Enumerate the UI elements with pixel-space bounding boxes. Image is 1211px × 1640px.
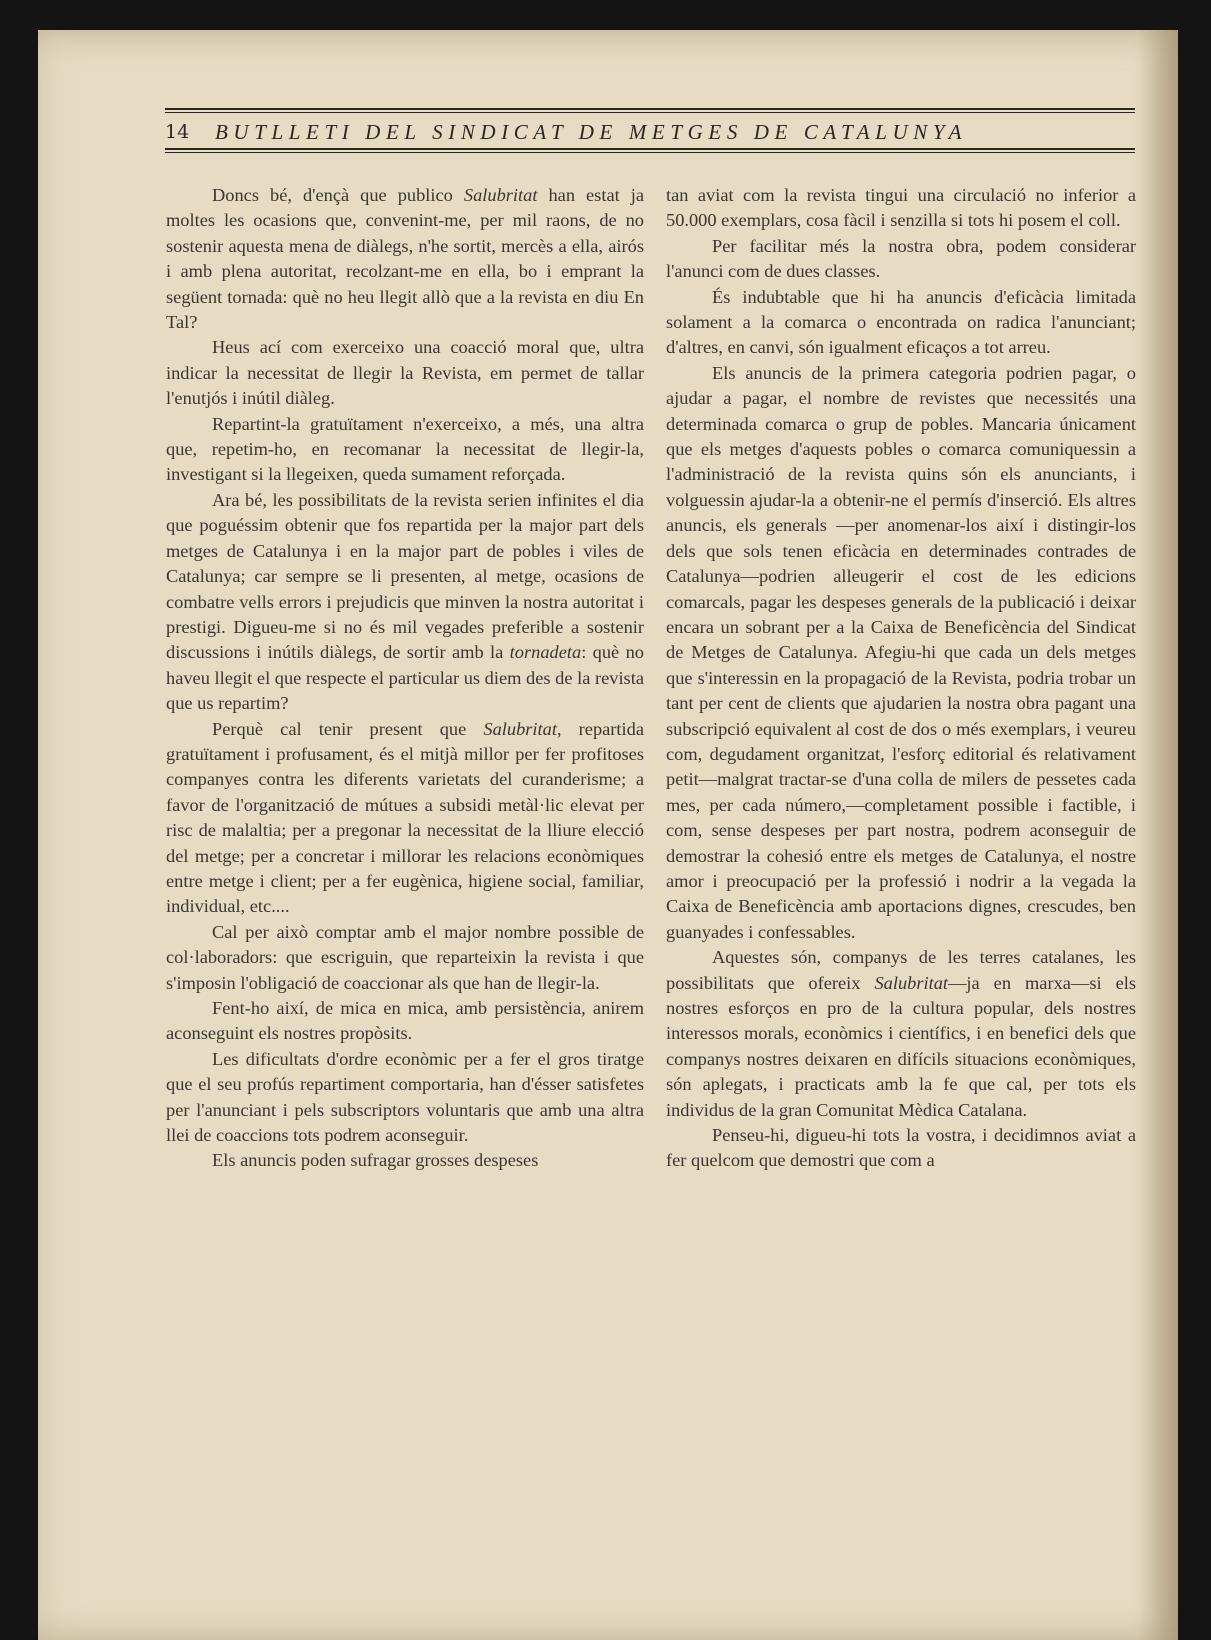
header-rule-bottom — [165, 148, 1135, 150]
header-rule-bottom-thin — [165, 152, 1135, 153]
left-text-column — [166, 183, 644, 1174]
italic-title: Salubritat — [483, 718, 557, 739]
paragraph: Els anuncis poden sufragar grosses despeses — [212, 1150, 539, 1171]
paragraph: Fent-ho així, de mica en mica, amb persistència, anirem aconseguint els nostres propòsits. — [166, 998, 644, 1044]
paragraph: Ara bé, les possibilitats de la revista serien infinites el dia que poguéssim obtenir que fos repartida per la major part dels metges de Catalunya i en la major part de pobles i viles de Catalunya; car sempre se li presenten, al metge, ocasions de combatre vells errors i prejudicis que minven la nostra autoritat i prestigi. Digueu-me si no és mil vegades preferible a sostenir discussions i inútils diàlegs, de sortir amb la tornadeta: què no haveu llegit el que respecte el particular us diem des de la revista que us repartim? — [166, 489, 644, 714]
header-rule-top — [165, 108, 1135, 110]
paragraph: Repartint-la gratuïtament n'exerceixo, a més, una altra que, repetim-ho, en recomanar la necessitat de llegir-la, investigant si la llegeixen, queda sumament reforçada. — [166, 413, 644, 485]
page-header — [165, 108, 1135, 158]
paragraph: Els anuncis de la primera categoria podrien pagar, o ajudar a pagar, el nombre de revistes que necessités una determinada comarca o grup de pobles. Mancaria únicament que els metges d'aquests pobles o comarca comuniquessin a l'administració de la revista quins són els anunciants, i volguessin ajudar-la a obtenir-ne el permís d'inserció. Els altres anuncis, els generals —per anomenar-los així i distingir-los dels que sols tenen eficàcia en determinades contrades de Catalunya—podrien alleugerir el cost de les edicions comarcals, pagar les despeses generals de la publicació i deixar encara un sobrant per a la Caixa de Beneficència del Sindicat de Metges de Catalunya. Afegiu-hi que cada un dels metges que s'interessin en la propagació de la Revista, podria trobar un tant per cent de clients que ajudarien la nostra obra pagant una subscripció equivalent al cost de dos o més exemplars, i veureu com, degudament organitzat, l'esforç editorial és relativament petit—malgrat tractar-se d'una colla de milers de pessetes cada mes, per cada número,—completament possible i factible, i com, sense despeses per part nostra, podrem aconseguir de demostrar la cohesió entre els metges de Catalunya, el nostre amor i preocupació per la professió i nodrir a la vegada la Caixa de Beneficència amb aportacions dignes, crescudes, ben guanyades i confessables. — [666, 362, 1136, 942]
paragraph: Heus ací com exerceixo una coacció moral que, ultra indicar la necessitat de llegir la Revista, em permet de tallar l'enutjós i inútil diàleg. — [166, 337, 644, 409]
right-text-column — [666, 183, 1136, 1174]
paragraph: Aquestes són, companys de les terres catalanes, les possibilitats que ofereix Salubritat—ja en marxa—si els nostres esforços en pro de la cultura popular, dels nostres interessos morals, econòmics i científics, i en benefici dels que companys nostres deixaren en difícils situacions econòmiques, són aplegats, i practicats amb la fe que cal, per tots els individus de la gran Comunitat Mèdica Catalana. — [666, 947, 1136, 1120]
italic-title: Salubritat — [874, 972, 949, 993]
paragraph: tan aviat com la revista tingui una circulació no inferior a 50.000 exemplars, cosa fàcil i senzilla si tots hi posem el coll. — [666, 185, 1136, 231]
paragraph: Per facilitar més la nostra obra, podem considerar l'anunci com de dues classes. — [666, 235, 1136, 282]
paragraph: És indubtable que hi ha anuncis d'eficàcia limitada solament a la comarca o encontrada on radica l'anunciant; d'altres, en canvi, són igualment eficaços a tot arreu. — [666, 286, 1136, 358]
page-number: 14 — [165, 121, 190, 143]
page-edge-shadow — [1138, 30, 1178, 1640]
italic-title: Salubritat — [463, 185, 538, 205]
paragraph: Doncs bé, d'ençà que publico Salubritat han estat ja moltes les ocasions que, convenint-me, per mil raons, de no sostenir aquesta mena de diàlegs, n'he sortit, mercès a ella, airós i amb plena autoritat, recolzant-me en ella, bo i emprant la següent tornada: què no heu llegit allò que a la revista en diu En Tal? — [166, 185, 644, 333]
paragraph: Penseu-hi, digueu-hi tots la vostra, i decidimnos aviat a fer quelcom que demostri que com a — [666, 1125, 1136, 1171]
paragraph: Cal per això comptar amb el major nombre possible de col·laboradors: que escriguin, que reparteixin la revista i que s'imposin l'obligació de coaccionar als que han de llegir-la. — [166, 921, 644, 993]
paragraph: Perquè cal tenir present que Salubritat, repartida gratuïtament i profusament, és el mitjà millor per fer profitoses companyes contra les diferents varietats del curanderisme; a favor de l'organització de mútues a subsidi metàl·lic elevat per risc de malaltia; per a pregonar la necessitat de la lliure elecció del metge; per a concretar i millorar les relacions econòmiques entre metge i client; per a fer eugènica, higiene social, familiar, individual, etc.... — [166, 718, 644, 917]
paragraph: Les dificultats d'ordre econòmic per a fer el gros tiratge que el seu profús repartiment comportaria, han d'ésser satisfetes per l'anunciant i pels subscriptors voluntaris que amb una altra llei de coaccions tots podrem aconseguir. — [166, 1048, 644, 1146]
running-title: BUTLLETI DEL SINDICAT DE METGES DE CATALUNYA — [215, 120, 968, 144]
italic-title: tornadeta — [509, 642, 582, 663]
header-rule-top-thin — [165, 112, 1135, 113]
